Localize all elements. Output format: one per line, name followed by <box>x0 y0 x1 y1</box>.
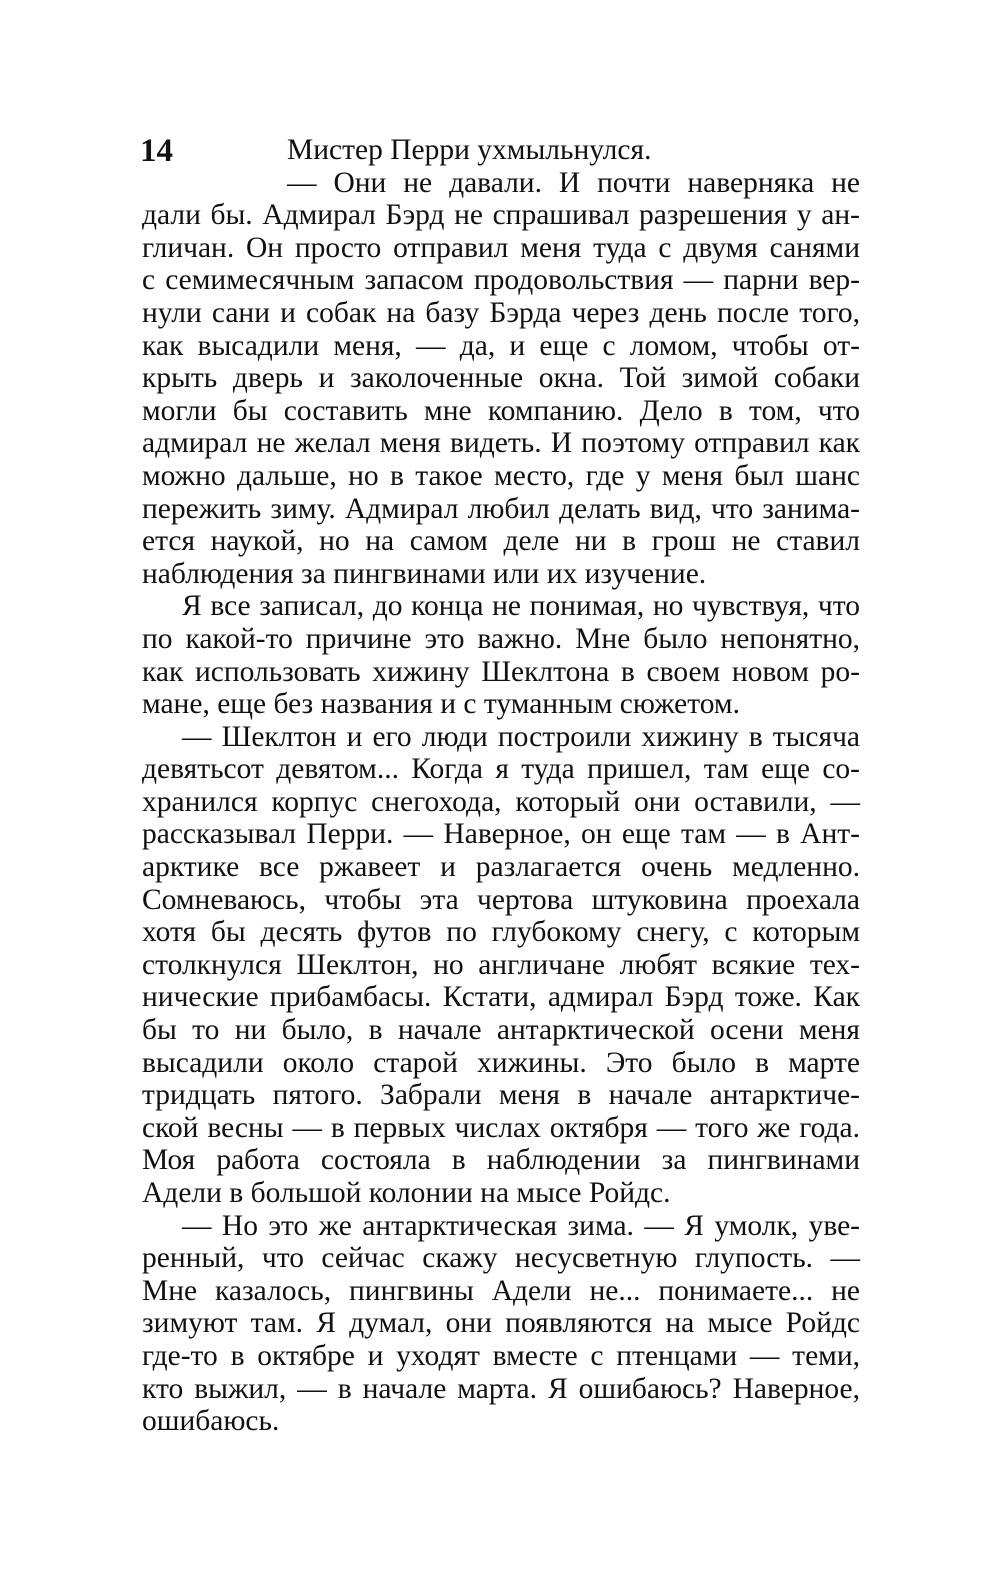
page-number: 14 <box>140 133 173 169</box>
text-line: гличан. Он просто отправил меня туда с двумя санями <box>142 231 860 264</box>
text-line: где-то в октябре и уходят вместе с птенцами — теми, <box>142 1339 860 1372</box>
text-line: нические прибамбасы. Кстати, адмирал Бэрд тоже. Как <box>142 981 860 1014</box>
text-line: рассказывал Перри. — Наверное, он еще там — в Ант- <box>142 818 860 851</box>
text-line: ренный, что сейчас скажу несусветную глупость. — <box>142 1242 860 1275</box>
text-line: по какой-то причине это важно. Мне было непонятно, <box>142 622 860 655</box>
text-line: бы то ни было, в начале антарктической осени меня <box>142 1014 860 1047</box>
text-line: как высадили меня, — да, и еще с ломом, чтобы от- <box>142 329 860 362</box>
text-line: Адели в большой колонии на мысе Ройдс. <box>142 1177 671 1209</box>
text-line: мане, еще без названия и с туманным сюжетом. <box>142 688 740 721</box>
text-line: Я все записал, до конца не понимая, но чувствуя, что <box>182 590 860 623</box>
text-line: ской весны — в первых числах октября — того же года. <box>142 1111 860 1144</box>
text-line: Мне казалось, пингвины Адели не... понимаете... не <box>142 1274 860 1307</box>
text-line: можно дальше, но в такое место, где у меня был шанс <box>142 459 860 492</box>
text-line: хранился корпус снегохода, который они оставили, — <box>142 785 860 818</box>
text-line: ется наукой, но на самом деле ни в грош не ставил <box>142 525 860 558</box>
text-line: — Но это же антарктическая зима. — Я умолк, уве- <box>182 1209 860 1242</box>
text-line: кто выжил, — в начале марта. Я ошибаюсь? Наверное, <box>142 1372 860 1405</box>
text-line: девятьсот девятом... Когда я туда пришел, там еще со- <box>142 753 860 786</box>
text-line: зимуют там. Я думал, они появляются на мысе Ройдс <box>142 1307 860 1340</box>
text-line: — Они не давали. И почти наверняка не <box>287 166 860 199</box>
text-line: как использовать хижину Шеклтона в своем новом ро- <box>142 655 860 688</box>
text-line: Сомневаюсь, чтобы эта чертова штуковина проехала <box>142 883 860 916</box>
text-line: адмирал не желал меня видеть. И поэтому отправил как <box>142 427 860 460</box>
text-line: Мистер Перри ухмыльнулся. <box>287 134 652 166</box>
text-line: дали бы. Адмирал Бэрд не спрашивал разрешения у ан- <box>142 199 860 232</box>
text-line: хотя бы десять футов по глубокому снегу, с которым <box>142 916 860 949</box>
text-line: Моя работа состояла в наблюдении за пингвинами <box>142 1144 860 1177</box>
body-text <box>142 134 860 1438</box>
text-line: крыть дверь и заколоченные окна. Той зимой собаки <box>142 362 860 395</box>
text-line: арктике все ржавеет и разлагается очень медленно. <box>142 851 860 884</box>
text-line: столкнулся Шеклтон, но англичане любят всякие тех- <box>142 948 860 981</box>
text-line: пережить зиму. Адмирал любил делать вид, что занима- <box>142 492 860 525</box>
text-line: с семимесячным запасом продовольствия — парни вер- <box>142 264 860 297</box>
text-line: высадили около старой хижины. Это было в марте <box>142 1046 860 1079</box>
text-line: могли бы составить мне компанию. Дело в том, что <box>142 394 860 427</box>
text-line: нули сани и собак на базу Бэрда через день после того, <box>142 296 860 329</box>
text-line: наблюдения за пингвинами или их изучение. <box>142 557 707 590</box>
text-line: тридцать пятого. Забрали меня в начале антарктиче- <box>142 1079 860 1112</box>
text-line: — Шеклтон и его люди построили хижину в тысяча <box>182 720 860 753</box>
text-line: ошибаюсь. <box>142 1405 280 1438</box>
